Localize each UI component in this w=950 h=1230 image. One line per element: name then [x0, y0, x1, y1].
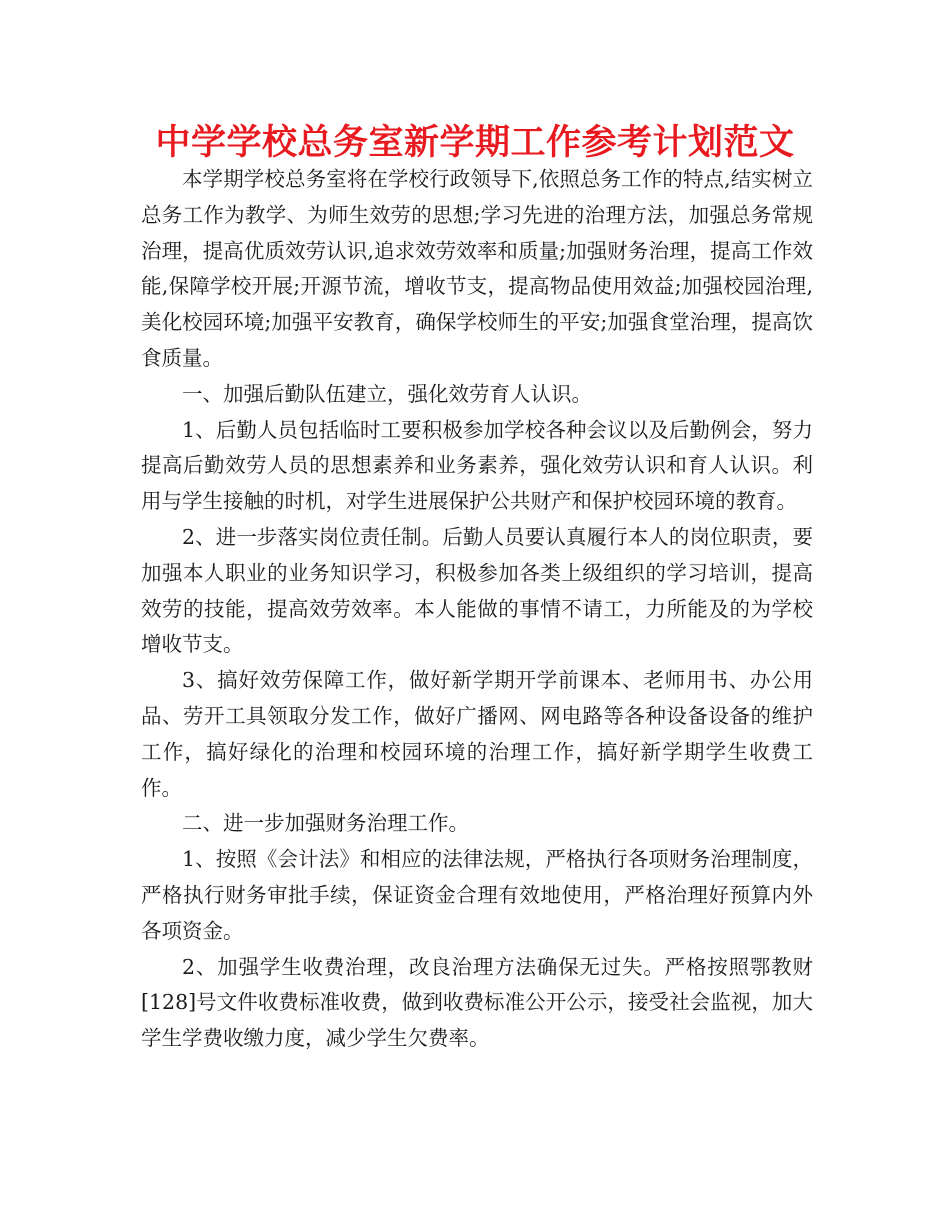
paragraph-2-1: 1、按照《会计法》和相应的法律法规，严格执行各项财务治理制度，严格执行财务审批手续，保证资金合理有效地使用，严格治理好预算内外各项资金。: [141, 847, 813, 943]
paragraph-1-3: 3、搞好效劳保障工作，做好新学期开学前课本、老师用书、办公用品、劳开工具领取分发工作，做好广播网、网电路等各种设备设备的维护工作，搞好绿化的治理和校园环境的治理工作，搞好新学期学生收费工作。: [141, 668, 813, 800]
section-heading-1: 一、加强后勤队伍建立，强化效劳育人认识。: [182, 381, 592, 406]
page-title: 中学学校总务室新学期工作参考计划范文: [155, 123, 795, 163]
paragraph-1-1: 1、后勤人员包括临时工要积极参加学校各种会议以及后勤例会，努力提高后勤效劳人员的思想素养和业务素养，强化效劳认识和育人认识。利用与学生接触的时机，对学生进展保护公共财产和保护校园环境的教育。: [141, 417, 813, 514]
paragraph-intro: 本学期学校总务室将在学校行政领导下,依照总务工作的特点,结实树立总务工作为教学、为师生效劳的思想;学习先进的治理方法，加强总务常规治理，提高优质效劳认识,追求效劳效率和质量;加强财务治理，提高工作效能,保障学校开展;开源节流，增收节支，提高物品使用效益;加强校园治理,美化校园环境;加强平安教育，确保学校师生的平安;加强食堂治理，提高饮食质量。: [141, 167, 813, 370]
section-heading-2: 二、进一步加强财务治理工作。: [182, 811, 469, 836]
paragraph-2-2: 2、加强学生收费治理，改良治理方法确保无过失。严格按照鄂教财[128]号文件收费标准收费，做到收费标准公开公示，接受社会监视，加大学生学费收缴力度，减少学生欠费率。: [141, 954, 813, 1051]
paragraph-1-2: 2、进一步落实岗位责任制。后勤人员要认真履行本人的岗位职责，要加强本人职业的业务知识学习，积极参加各类上级组织的学习培训，提高效劳的技能，提高效劳效率。本人能做的事情不请工，力所能及的为学校增收节支。: [141, 524, 813, 657]
document-body: [141, 162, 813, 1057]
